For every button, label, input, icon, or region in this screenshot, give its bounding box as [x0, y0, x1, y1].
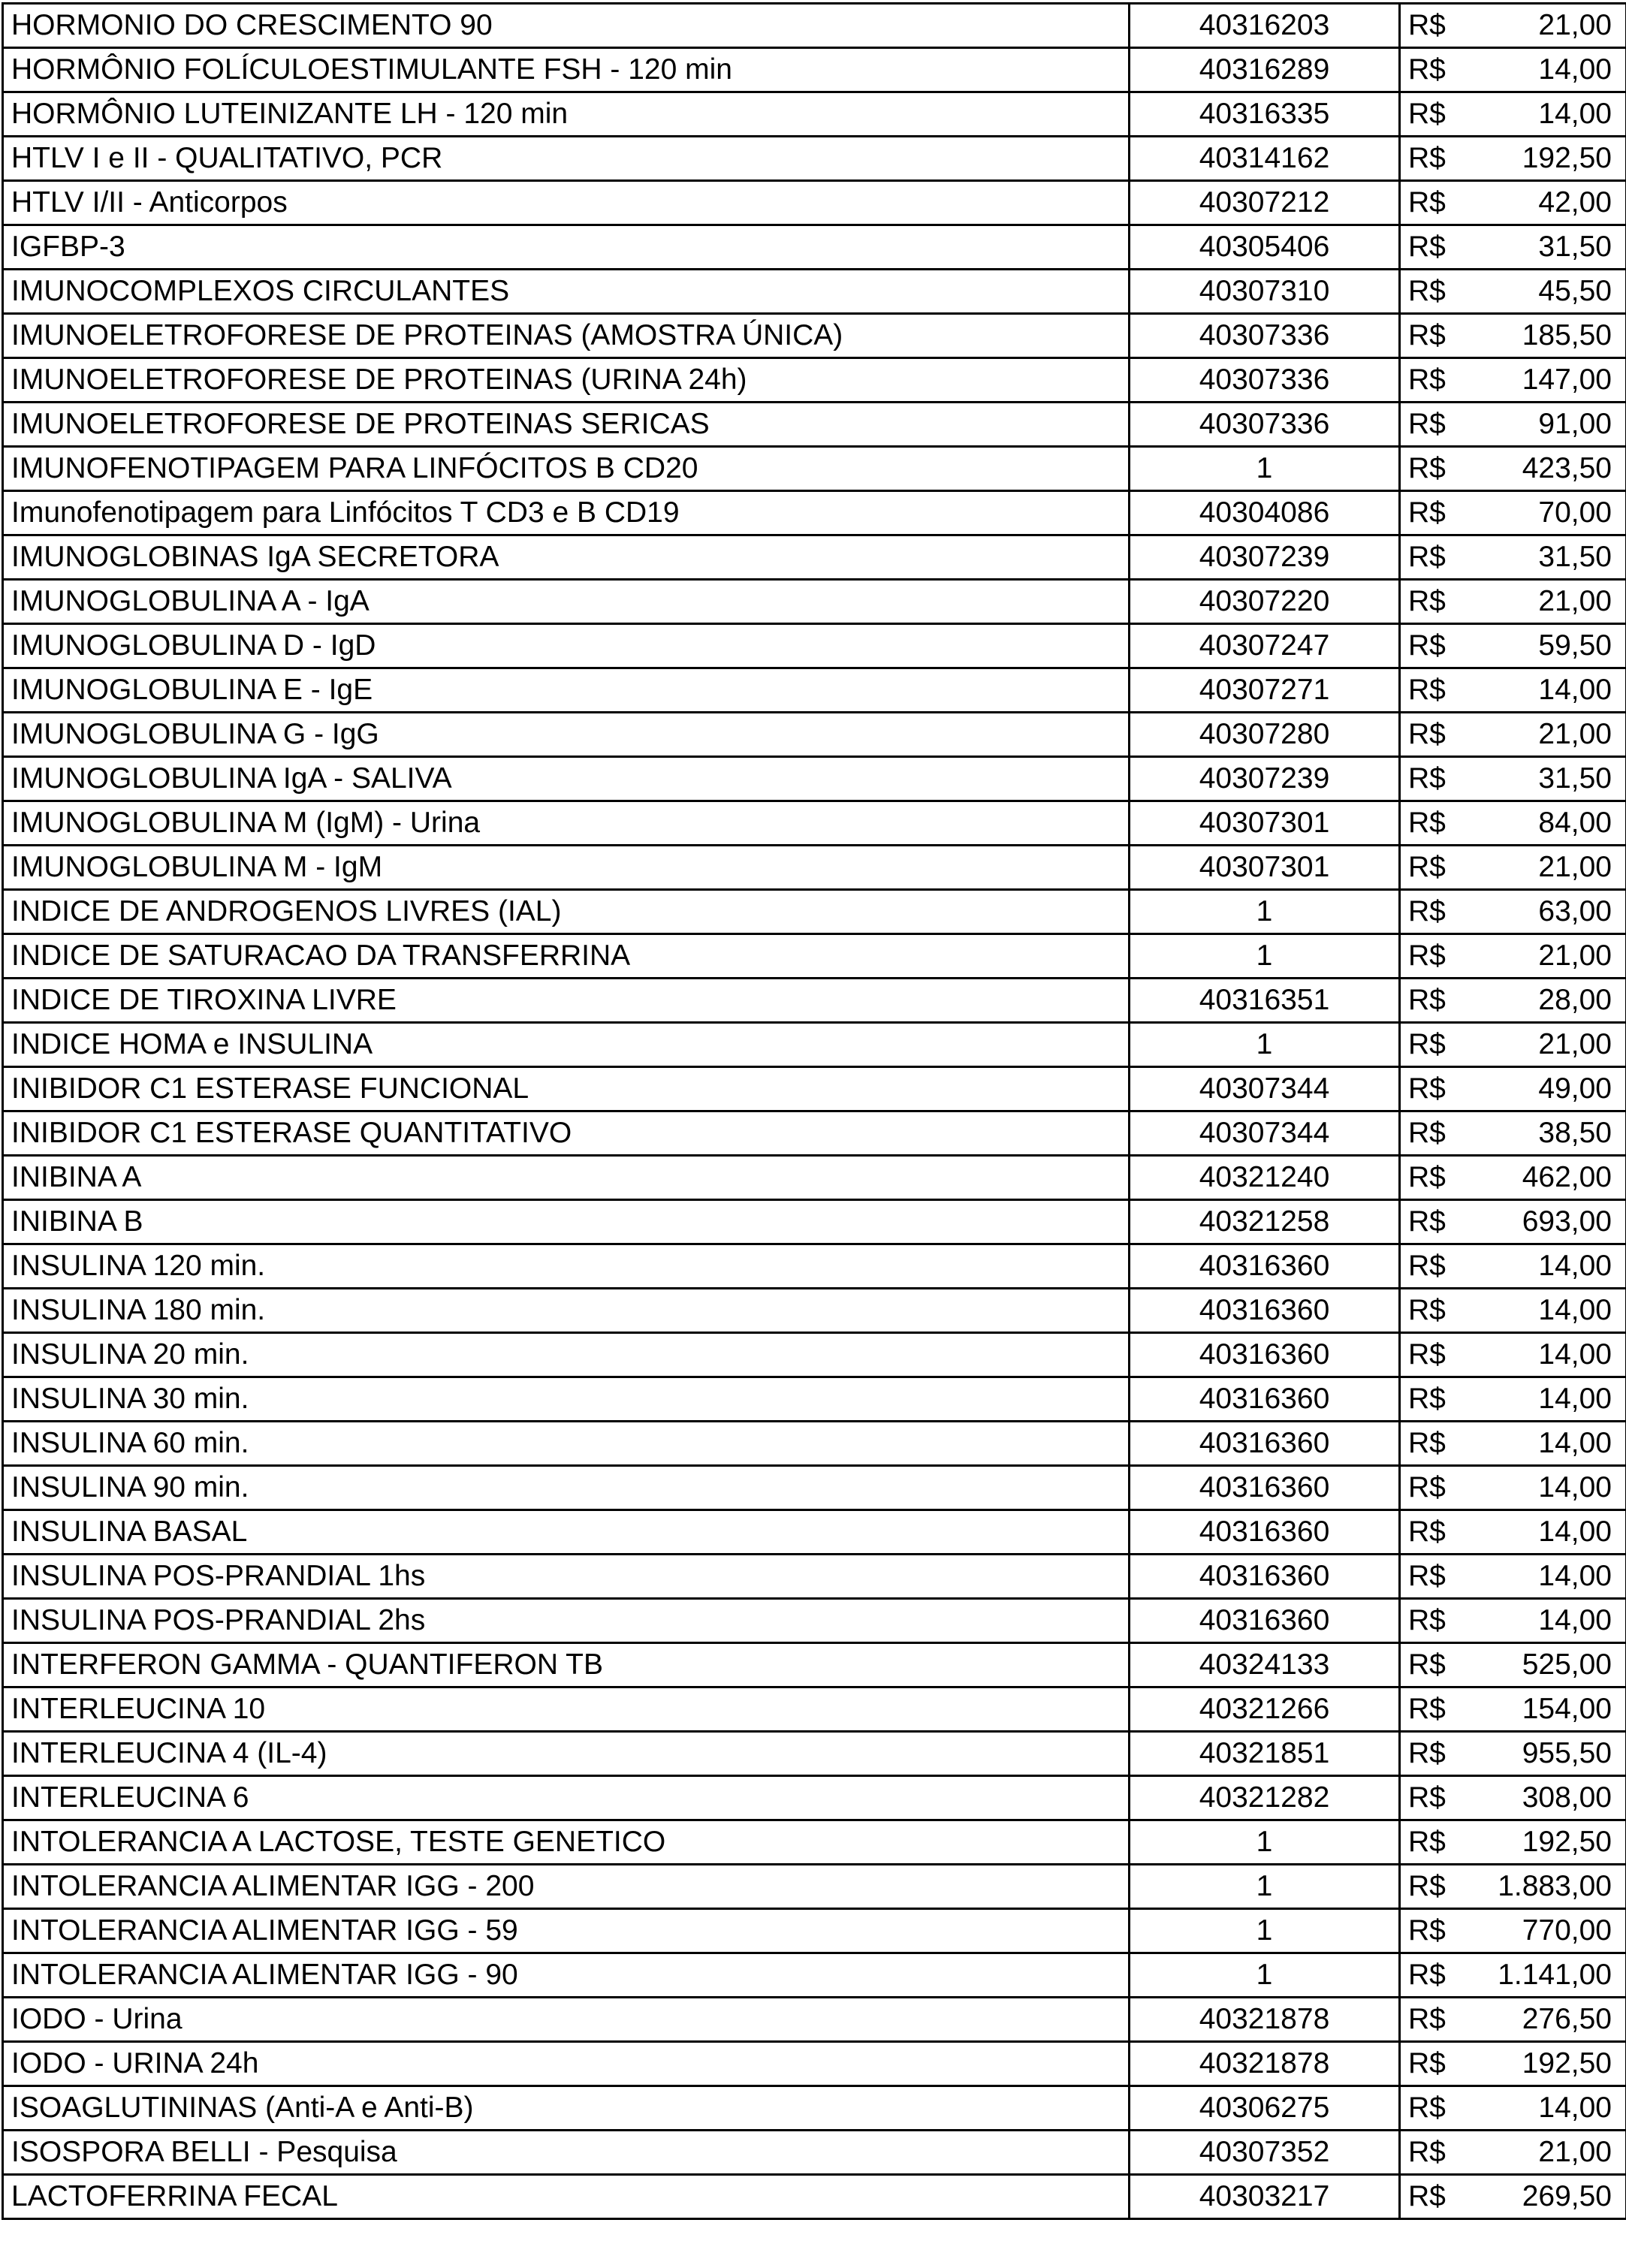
table-row[interactable]	[3, 1820, 1626, 1865]
price-value-cell[interactable]: 21,00	[1468, 4, 1626, 48]
price-value-cell[interactable]: 693,00	[1468, 1200, 1626, 1244]
exam-code-cell[interactable]: 40307239	[1130, 535, 1400, 580]
exam-code-cell[interactable]: 40316360	[1130, 1555, 1400, 1599]
table-row[interactable]	[3, 757, 1626, 801]
exam-name-cell[interactable]: INTOLERANCIA A LACTOSE, TESTE GENETICO	[3, 1820, 1130, 1865]
exam-code-cell[interactable]: 40321878	[1130, 1998, 1400, 2042]
exam-name-cell[interactable]: INSULINA 180 min.	[3, 1289, 1130, 1333]
currency-symbol-cell[interactable]: R$	[1400, 580, 1468, 624]
price-value-cell[interactable]: 31,50	[1468, 757, 1626, 801]
price-value-cell[interactable]: 14,00	[1468, 1244, 1626, 1289]
table-row[interactable]	[3, 2086, 1626, 2131]
price-value-cell[interactable]: 21,00	[1468, 713, 1626, 757]
price-value-cell[interactable]: 31,50	[1468, 225, 1626, 270]
exam-name-cell[interactable]: IMUNOFENOTIPAGEM PARA LINFÓCITOS B CD20	[3, 447, 1130, 491]
table-row[interactable]	[3, 1865, 1626, 1909]
price-value-cell[interactable]: 14,00	[1468, 1466, 1626, 1510]
exam-name-cell[interactable]: IMUNOCOMPLEXOS CIRCULANTES	[3, 270, 1130, 314]
exam-code-cell[interactable]: 40316351	[1130, 979, 1400, 1023]
exam-code-cell[interactable]: 40321258	[1130, 1200, 1400, 1244]
currency-symbol-cell[interactable]: R$	[1400, 92, 1468, 137]
currency-symbol-cell[interactable]: R$	[1400, 1466, 1468, 1510]
currency-symbol-cell[interactable]: R$	[1400, 491, 1468, 535]
price-value-cell[interactable]: 147,00	[1468, 358, 1626, 403]
exam-name-cell[interactable]: INTERFERON GAMMA - QUANTIFERON TB	[3, 1643, 1130, 1687]
exam-code-cell[interactable]: 40307271	[1130, 668, 1400, 713]
exam-code-cell[interactable]: 1	[1130, 1023, 1400, 1067]
exam-name-cell[interactable]: INSULINA 120 min.	[3, 1244, 1130, 1289]
currency-symbol-cell[interactable]: R$	[1400, 979, 1468, 1023]
currency-symbol-cell[interactable]: R$	[1400, 2042, 1468, 2086]
exam-code-cell[interactable]: 40305406	[1130, 225, 1400, 270]
exam-code-cell[interactable]: 40316360	[1130, 1377, 1400, 1422]
table-row[interactable]	[3, 624, 1626, 668]
exam-code-cell[interactable]: 40307301	[1130, 846, 1400, 890]
price-value-cell[interactable]: 84,00	[1468, 801, 1626, 846]
table-row[interactable]	[3, 2175, 1626, 2219]
table-row[interactable]	[3, 2131, 1626, 2175]
exam-code-cell[interactable]: 40316289	[1130, 48, 1400, 92]
table-row[interactable]	[3, 1909, 1626, 1953]
currency-symbol-cell[interactable]: R$	[1400, 934, 1468, 979]
table-row[interactable]	[3, 137, 1626, 181]
price-value-cell[interactable]: 14,00	[1468, 1289, 1626, 1333]
exam-code-cell[interactable]: 1	[1130, 1909, 1400, 1953]
currency-symbol-cell[interactable]: R$	[1400, 890, 1468, 934]
exam-code-cell[interactable]: 40321266	[1130, 1687, 1400, 1732]
price-value-cell[interactable]: 59,50	[1468, 624, 1626, 668]
price-value-cell[interactable]: 14,00	[1468, 1422, 1626, 1466]
price-value-cell[interactable]: 45,50	[1468, 270, 1626, 314]
currency-symbol-cell[interactable]: R$	[1400, 2086, 1468, 2131]
exam-code-cell[interactable]: 1	[1130, 1820, 1400, 1865]
price-value-cell[interactable]: 308,00	[1468, 1776, 1626, 1820]
exam-code-cell[interactable]: 40321282	[1130, 1776, 1400, 1820]
exam-name-cell[interactable]: INSULINA 30 min.	[3, 1377, 1130, 1422]
exam-name-cell[interactable]: IMUNOGLOBULINA D - IgD	[3, 624, 1130, 668]
exam-name-cell[interactable]: IODO - URINA 24h	[3, 2042, 1130, 2086]
exam-name-cell[interactable]: IGFBP-3	[3, 225, 1130, 270]
currency-symbol-cell[interactable]: R$	[1400, 4, 1468, 48]
currency-symbol-cell[interactable]: R$	[1400, 1555, 1468, 1599]
table-row[interactable]	[3, 1156, 1626, 1200]
price-value-cell[interactable]: 70,00	[1468, 491, 1626, 535]
exam-name-cell[interactable]: IMUNOGLOBULINA G - IgG	[3, 713, 1130, 757]
exam-code-cell[interactable]: 40307212	[1130, 181, 1400, 225]
price-value-cell[interactable]: 42,00	[1468, 181, 1626, 225]
currency-symbol-cell[interactable]: R$	[1400, 1643, 1468, 1687]
exam-name-cell[interactable]: ISOAGLUTININAS (Anti-A e Anti-B)	[3, 2086, 1130, 2131]
currency-symbol-cell[interactable]: R$	[1400, 1067, 1468, 1111]
exam-code-cell[interactable]: 40307239	[1130, 757, 1400, 801]
currency-symbol-cell[interactable]: R$	[1400, 270, 1468, 314]
currency-symbol-cell[interactable]: R$	[1400, 1909, 1468, 1953]
price-value-cell[interactable]: 185,50	[1468, 314, 1626, 358]
table-row[interactable]	[3, 801, 1626, 846]
table-row[interactable]	[3, 1732, 1626, 1776]
exam-code-cell[interactable]: 40307220	[1130, 580, 1400, 624]
exam-name-cell[interactable]: INSULINA 20 min.	[3, 1333, 1130, 1377]
table-row[interactable]	[3, 1244, 1626, 1289]
currency-symbol-cell[interactable]: R$	[1400, 1333, 1468, 1377]
exam-code-cell[interactable]: 40316360	[1130, 1466, 1400, 1510]
price-value-cell[interactable]: 28,00	[1468, 979, 1626, 1023]
exam-name-cell[interactable]: HTLV I/II - Anticorpos	[3, 181, 1130, 225]
currency-symbol-cell[interactable]: R$	[1400, 314, 1468, 358]
exam-code-cell[interactable]: 1	[1130, 1865, 1400, 1909]
currency-symbol-cell[interactable]: R$	[1400, 1865, 1468, 1909]
exam-name-cell[interactable]: INTERLEUCINA 10	[3, 1687, 1130, 1732]
exam-name-cell[interactable]: ISOSPORA BELLI - Pesquisa	[3, 2131, 1130, 2175]
table-row[interactable]	[3, 491, 1626, 535]
price-value-cell[interactable]: 14,00	[1468, 1510, 1626, 1555]
currency-symbol-cell[interactable]: R$	[1400, 846, 1468, 890]
price-value-cell[interactable]: 154,00	[1468, 1687, 1626, 1732]
exam-code-cell[interactable]: 1	[1130, 934, 1400, 979]
table-row[interactable]	[3, 846, 1626, 890]
exam-code-cell[interactable]: 1	[1130, 1953, 1400, 1998]
exam-name-cell[interactable]: INSULINA 90 min.	[3, 1466, 1130, 1510]
table-row[interactable]	[3, 1067, 1626, 1111]
exam-code-cell[interactable]: 40307344	[1130, 1067, 1400, 1111]
price-value-cell[interactable]: 192,50	[1468, 137, 1626, 181]
table-row[interactable]	[3, 48, 1626, 92]
currency-symbol-cell[interactable]: R$	[1400, 1510, 1468, 1555]
exam-name-cell[interactable]: IMUNOGLOBULINA IgA - SALIVA	[3, 757, 1130, 801]
price-value-cell[interactable]: 31,50	[1468, 535, 1626, 580]
exam-name-cell[interactable]: LACTOFERRINA FECAL	[3, 2175, 1130, 2219]
price-value-cell[interactable]: 21,00	[1468, 934, 1626, 979]
exam-name-cell[interactable]: INSULINA POS-PRANDIAL 1hs	[3, 1555, 1130, 1599]
exam-code-cell[interactable]: 40321851	[1130, 1732, 1400, 1776]
table-row[interactable]	[3, 92, 1626, 137]
exam-code-cell[interactable]: 40307336	[1130, 314, 1400, 358]
table-row[interactable]	[3, 1643, 1626, 1687]
currency-symbol-cell[interactable]: R$	[1400, 181, 1468, 225]
currency-symbol-cell[interactable]: R$	[1400, 2131, 1468, 2175]
price-value-cell[interactable]: 49,00	[1468, 1067, 1626, 1111]
price-value-cell[interactable]: 14,00	[1468, 92, 1626, 137]
currency-symbol-cell[interactable]: R$	[1400, 713, 1468, 757]
exam-name-cell[interactable]: INTERLEUCINA 4 (IL-4)	[3, 1732, 1130, 1776]
table-row[interactable]	[3, 1111, 1626, 1156]
price-value-cell[interactable]: 14,00	[1468, 1333, 1626, 1377]
currency-symbol-cell[interactable]: R$	[1400, 1200, 1468, 1244]
price-value-cell[interactable]: 14,00	[1468, 2086, 1626, 2131]
currency-symbol-cell[interactable]: R$	[1400, 1732, 1468, 1776]
table-row[interactable]	[3, 1599, 1626, 1643]
table-row[interactable]	[3, 1377, 1626, 1422]
price-value-cell[interactable]: 269,50	[1468, 2175, 1626, 2219]
currency-symbol-cell[interactable]: R$	[1400, 1156, 1468, 1200]
exam-name-cell[interactable]: IMUNOGLOBULINA M (IgM) - Urina	[3, 801, 1130, 846]
exam-name-cell[interactable]: IMUNOELETROFORESE DE PROTEINAS (AMOSTRA ÚNICA)	[3, 314, 1130, 358]
table-row[interactable]	[3, 314, 1626, 358]
table-row[interactable]	[3, 1466, 1626, 1510]
table-row[interactable]	[3, 979, 1626, 1023]
table-row[interactable]	[3, 181, 1626, 225]
exam-name-cell[interactable]: INIBINA B	[3, 1200, 1130, 1244]
exam-name-cell[interactable]: IMUNOGLOBULINA E - IgE	[3, 668, 1130, 713]
exam-code-cell[interactable]: 40316360	[1130, 1333, 1400, 1377]
exam-name-cell[interactable]: INTOLERANCIA ALIMENTAR IGG - 90	[3, 1953, 1130, 1998]
table-row[interactable]	[3, 934, 1626, 979]
price-value-cell[interactable]: 276,50	[1468, 1998, 1626, 2042]
price-value-cell[interactable]: 423,50	[1468, 447, 1626, 491]
exam-code-cell[interactable]: 40316360	[1130, 1289, 1400, 1333]
price-value-cell[interactable]: 14,00	[1468, 1555, 1626, 1599]
exam-name-cell[interactable]: INSULINA POS-PRANDIAL 2hs	[3, 1599, 1130, 1643]
exam-name-cell[interactable]: INIBIDOR C1 ESTERASE QUANTITATIVO	[3, 1111, 1130, 1156]
table-row[interactable]	[3, 1510, 1626, 1555]
table-row[interactable]	[3, 1953, 1626, 1998]
exam-code-cell[interactable]: 40316360	[1130, 1244, 1400, 1289]
exam-name-cell[interactable]: INDICE HOMA e INSULINA	[3, 1023, 1130, 1067]
price-value-cell[interactable]: 21,00	[1468, 580, 1626, 624]
table-row[interactable]	[3, 713, 1626, 757]
exam-name-cell[interactable]: INTERLEUCINA 6	[3, 1776, 1130, 1820]
table-row[interactable]	[3, 2042, 1626, 2086]
currency-symbol-cell[interactable]: R$	[1400, 137, 1468, 181]
exam-name-cell[interactable]: INSULINA BASAL	[3, 1510, 1130, 1555]
exam-code-cell[interactable]: 40324133	[1130, 1643, 1400, 1687]
exam-code-cell[interactable]: 40316203	[1130, 4, 1400, 48]
table-row[interactable]	[3, 403, 1626, 447]
exam-code-cell[interactable]: 40307301	[1130, 801, 1400, 846]
exam-code-cell[interactable]: 40316360	[1130, 1422, 1400, 1466]
price-value-cell[interactable]: 192,50	[1468, 1820, 1626, 1865]
price-value-cell[interactable]: 525,00	[1468, 1643, 1626, 1687]
currency-symbol-cell[interactable]: R$	[1400, 403, 1468, 447]
price-value-cell[interactable]: 14,00	[1468, 48, 1626, 92]
exam-name-cell[interactable]: Imunofenotipagem para Linfócitos T CD3 e B CD19	[3, 491, 1130, 535]
exam-name-cell[interactable]: HORMÔNIO LUTEINIZANTE LH - 120 min	[3, 92, 1130, 137]
price-value-cell[interactable]: 1.883,00	[1468, 1865, 1626, 1909]
price-value-cell[interactable]: 955,50	[1468, 1732, 1626, 1776]
price-value-cell[interactable]: 14,00	[1468, 1377, 1626, 1422]
table-row[interactable]	[3, 447, 1626, 491]
currency-symbol-cell[interactable]: R$	[1400, 1289, 1468, 1333]
exam-code-cell[interactable]: 40303217	[1130, 2175, 1400, 2219]
table-row[interactable]	[3, 1555, 1626, 1599]
exam-name-cell[interactable]: IMUNOGLOBULINA A - IgA	[3, 580, 1130, 624]
exam-name-cell[interactable]: HORMÔNIO FOLÍCULOESTIMULANTE FSH - 120 min	[3, 48, 1130, 92]
price-value-cell[interactable]: 21,00	[1468, 1023, 1626, 1067]
price-table	[2, 2, 1626, 2220]
exam-name-cell[interactable]: HORMONIO DO CRESCIMENTO 90	[3, 4, 1130, 48]
exam-name-cell[interactable]: INDICE DE TIROXINA LIVRE	[3, 979, 1130, 1023]
exam-code-cell[interactable]: 40316360	[1130, 1510, 1400, 1555]
currency-symbol-cell[interactable]: R$	[1400, 2175, 1468, 2219]
table-row[interactable]	[3, 668, 1626, 713]
price-value-cell[interactable]: 770,00	[1468, 1909, 1626, 1953]
currency-symbol-cell[interactable]: R$	[1400, 535, 1468, 580]
exam-code-cell[interactable]: 40314162	[1130, 137, 1400, 181]
table-row[interactable]	[3, 4, 1626, 48]
price-value-cell[interactable]: 14,00	[1468, 668, 1626, 713]
price-value-cell[interactable]: 63,00	[1468, 890, 1626, 934]
currency-symbol-cell[interactable]: R$	[1400, 668, 1468, 713]
currency-symbol-cell[interactable]: R$	[1400, 225, 1468, 270]
exam-code-cell[interactable]: 40316360	[1130, 1599, 1400, 1643]
table-row[interactable]	[3, 580, 1626, 624]
price-value-cell[interactable]: 14,00	[1468, 1599, 1626, 1643]
exam-name-cell[interactable]: IODO - Urina	[3, 1998, 1130, 2042]
table-row[interactable]	[3, 270, 1626, 314]
exam-code-cell[interactable]: 40316335	[1130, 92, 1400, 137]
exam-name-cell[interactable]: HTLV I e II - QUALITATIVO, PCR	[3, 137, 1130, 181]
table-row[interactable]	[3, 535, 1626, 580]
exam-code-cell[interactable]: 40307280	[1130, 713, 1400, 757]
table-row[interactable]	[3, 225, 1626, 270]
table-row[interactable]	[3, 1200, 1626, 1244]
exam-name-cell[interactable]: INDICE DE SATURACAO DA TRANSFERRINA	[3, 934, 1130, 979]
exam-name-cell[interactable]: IMUNOGLOBINAS IgA SECRETORA	[3, 535, 1130, 580]
currency-symbol-cell[interactable]: R$	[1400, 358, 1468, 403]
exam-code-cell[interactable]: 40307336	[1130, 403, 1400, 447]
exam-name-cell[interactable]: IMUNOELETROFORESE DE PROTEINAS (URINA 24h)	[3, 358, 1130, 403]
price-value-cell[interactable]: 1.141,00	[1468, 1953, 1626, 1998]
currency-symbol-cell[interactable]: R$	[1400, 1377, 1468, 1422]
currency-symbol-cell[interactable]: R$	[1400, 1422, 1468, 1466]
currency-symbol-cell[interactable]: R$	[1400, 1111, 1468, 1156]
exam-name-cell[interactable]: INTOLERANCIA ALIMENTAR IGG - 200	[3, 1865, 1130, 1909]
price-value-cell[interactable]: 462,00	[1468, 1156, 1626, 1200]
currency-symbol-cell[interactable]: R$	[1400, 447, 1468, 491]
exam-name-cell[interactable]: IMUNOELETROFORESE DE PROTEINAS SERICAS	[3, 403, 1130, 447]
exam-code-cell[interactable]: 40321878	[1130, 2042, 1400, 2086]
exam-code-cell[interactable]: 40306275	[1130, 2086, 1400, 2131]
exam-name-cell[interactable]: INDICE DE ANDROGENOS LIVRES (IAL)	[3, 890, 1130, 934]
currency-symbol-cell[interactable]: R$	[1400, 624, 1468, 668]
currency-symbol-cell[interactable]: R$	[1400, 1244, 1468, 1289]
exam-name-cell[interactable]: INIBINA A	[3, 1156, 1130, 1200]
table-row[interactable]	[3, 358, 1626, 403]
currency-symbol-cell[interactable]: R$	[1400, 1599, 1468, 1643]
exam-code-cell[interactable]: 40304086	[1130, 491, 1400, 535]
price-value-cell[interactable]: 192,50	[1468, 2042, 1626, 2086]
exam-code-cell[interactable]: 40307247	[1130, 624, 1400, 668]
price-table-body	[3, 4, 1626, 2219]
exam-code-cell[interactable]: 40321240	[1130, 1156, 1400, 1200]
currency-symbol-cell[interactable]: R$	[1400, 1998, 1468, 2042]
table-row[interactable]	[3, 1333, 1626, 1377]
exam-code-cell[interactable]: 1	[1130, 447, 1400, 491]
price-value-cell[interactable]: 21,00	[1468, 846, 1626, 890]
currency-symbol-cell[interactable]: R$	[1400, 48, 1468, 92]
exam-name-cell[interactable]: INIBIDOR C1 ESTERASE FUNCIONAL	[3, 1067, 1130, 1111]
exam-name-cell[interactable]: INSULINA 60 min.	[3, 1422, 1130, 1466]
table-row[interactable]	[3, 1289, 1626, 1333]
currency-symbol-cell[interactable]: R$	[1400, 1776, 1468, 1820]
table-row[interactable]	[3, 890, 1626, 934]
currency-symbol-cell[interactable]: R$	[1400, 1023, 1468, 1067]
exam-code-cell[interactable]: 40307336	[1130, 358, 1400, 403]
table-row[interactable]	[3, 1023, 1626, 1067]
currency-symbol-cell[interactable]: R$	[1400, 757, 1468, 801]
exam-code-cell[interactable]: 40307352	[1130, 2131, 1400, 2175]
exam-code-cell[interactable]: 40307344	[1130, 1111, 1400, 1156]
currency-symbol-cell[interactable]: R$	[1400, 1820, 1468, 1865]
table-row[interactable]	[3, 1422, 1626, 1466]
price-value-cell[interactable]: 91,00	[1468, 403, 1626, 447]
currency-symbol-cell[interactable]: R$	[1400, 801, 1468, 846]
exam-code-cell[interactable]: 40307310	[1130, 270, 1400, 314]
exam-name-cell[interactable]: INTOLERANCIA ALIMENTAR IGG - 59	[3, 1909, 1130, 1953]
exam-code-cell[interactable]: 1	[1130, 890, 1400, 934]
exam-name-cell[interactable]: IMUNOGLOBULINA M - IgM	[3, 846, 1130, 890]
table-row[interactable]	[3, 1998, 1626, 2042]
currency-symbol-cell[interactable]: R$	[1400, 1953, 1468, 1998]
price-value-cell[interactable]: 38,50	[1468, 1111, 1626, 1156]
table-row[interactable]	[3, 1687, 1626, 1732]
table-row[interactable]	[3, 1776, 1626, 1820]
currency-symbol-cell[interactable]: R$	[1400, 1687, 1468, 1732]
price-value-cell[interactable]: 21,00	[1468, 2131, 1626, 2175]
